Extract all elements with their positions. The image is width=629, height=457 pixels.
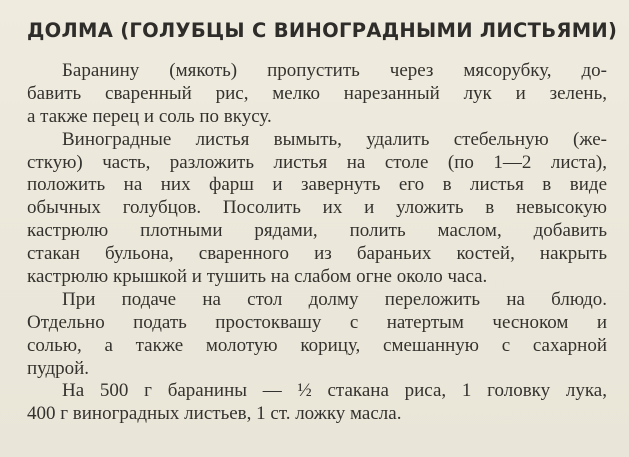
paragraph-cooking	[27, 129, 607, 289]
text-line: На 500 г баранины — ½ стакана риса, 1 головку лука,	[62, 380, 607, 402]
text-line: кастрюлю крышкой и тушить на слабом огне около часа.	[27, 266, 488, 288]
text-line: стакан бульона, сваренного из бараньих костей, накрыть	[27, 243, 607, 265]
text-line: Баранину (мякоть) пропустить через мясорубку, до-	[62, 60, 607, 81]
text-line: Виноградные листья вымыть, удалить стебельную (же-	[62, 128, 607, 150]
text-line: кастрюлю плотными рядами, полить маслом, добавить	[27, 220, 607, 242]
text-line: Отдельно подать простоквашу с натертым чесноком и	[27, 311, 607, 333]
paragraph-preparation	[27, 60, 607, 129]
text-line: а также перец и соль по вкусу.	[27, 105, 272, 127]
recipe-body	[27, 60, 607, 426]
recipe-title: ДОЛМА (ГОЛУБЦЫ С ВИНОГРАДНЫМИ ЛИСТЬЯМИ)	[27, 19, 618, 42]
text-line: положить на них фарш и завернуть его в листья в виде	[27, 174, 607, 196]
text-line: обычных голубцов. Посолить их и уложить в невысокую	[27, 197, 607, 219]
text-line: пудрой.	[27, 357, 90, 379]
text-line: бавить сваренный рис, мелко нарезанный лук и зелень,	[27, 82, 607, 104]
text-line: сткую) часть, разложить листья на столе (по 1—2 листа),	[27, 151, 607, 173]
paragraph-ingredients	[27, 380, 607, 426]
text-line: солью, а также молотую корицу, смешанную с сахарной	[27, 334, 607, 356]
text-line: При подаче на стол долму переложить на блюдо.	[62, 288, 607, 310]
paragraph-serving	[27, 289, 607, 381]
text-line: 400 г виноградных листьев, 1 ст. ложку масла.	[27, 403, 402, 425]
